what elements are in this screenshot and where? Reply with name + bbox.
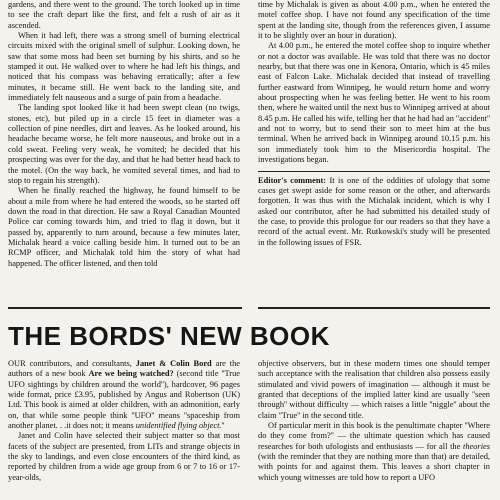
paragraph: gardens, and there went to the ground. The torch looked up in time to see the craft depart like the first, and felt a rush of air as it ascended. <box>8 0 240 30</box>
paragraph: At 4.00 p.m., he entered the motel coffee shop to inquire whether or not a doctor was available. He was told that there was no doctor nearby, but that there was one in Kenora, Ontario, which is 45 miles east of Falcon Lake. Michalak decided that instead of travelling further eastward from Winnipeg, he would return home and worry about prospecting when he was feeling better. He went to his room then, where he waited until the next bus to Winnipeg arrived at about 8.45 p.m. He called his wife, telling her that he had had an ''accident'' and not to worry, but to send their son to meet him at the bus terminal. When he arrived back in Winnipeg around 10.15 p.m. his son immediately took him to the Misericordia hospital. The investigations began. <box>258 41 490 165</box>
text-run: '' <box>221 421 225 431</box>
divider <box>258 171 490 172</box>
text-run: Of particular merit in this book is the penultimate chapter ''Where do they come from?'' — the ultimate question which has caused researches for both ufologists and enthusiasts — for all the <box>258 421 490 451</box>
book-title: Are we being watched? <box>88 369 174 379</box>
text-run: (with the reminder that they are nothing more than that) are detailed, with points for and against them. This leaves a short chapter in which young witnesses are told how to report a UFO <box>258 452 490 482</box>
section-divider-left <box>8 307 242 309</box>
paragraph <box>258 421 490 483</box>
paragraph: The landing spot looked like it had been swept clean (no twigs, stones, etc), but piled up in a circle 15 feet in diameter was a collection of pine needles, dirt and leaves. As he looked around, his headache became worse, he felt more nauseous, and broke out in a cold sweat. Feeling very weak, he vomited; he decided that his prospecting was over for the day, and that he had better head back to the motel. (On the way back, he vomited several times, and had to stop to regain his strength). <box>8 103 240 185</box>
article-column-right-bottom <box>258 359 490 483</box>
paragraph: When it had left, there was a strong smell of burning electrical circuits mixed with the original smell of sulphur. Looking down, he saw that some moss had been set burning by his shirts, and so he stamped it out. He walked over to where he had left his things, and noticed that his compass was behaving erratically; after a few minutes, it became still. He went back to the landing site, and immediately felt nauseous and a surge of pain from a headache. <box>8 31 240 103</box>
paragraph: When he finally reached the highway, he found himself to be about a mile from where he had entered the woods, so he started off down the road in that direction. He saw a Royal Canadian Mounted Police car coming towards him, and tried to flag it down, but it passed by, apparently to turn around, because a few minutes later, Michalak heard a voice calling beside him. It turned out to be an RCMP officer, and Michalak told him the story of what had happened. The officer listened, and then told <box>8 186 240 268</box>
editor-comment-label: Editor's comment: <box>258 175 327 185</box>
text-run-italic: theories <box>463 441 490 451</box>
article-column-right-top <box>258 0 490 248</box>
section-headline: THE BORDS' NEW BOOK <box>8 321 330 351</box>
article-column-left-bottom <box>8 359 240 483</box>
author-names: Janet & Colin Bord <box>135 359 212 368</box>
text-run: are the authors of a new book <box>8 359 240 379</box>
editor-comment <box>258 176 490 248</box>
paragraph: objective observers, but in these modern times one should temper such acceptance with the realisation that children also possess easily stimulated and vivid powers of imagination — although it must be granted that deceptions of the implied latter kind are usually ''seen through'' without difficulty — which raises a little ''niggle'' about the claim ''True'' in the second title. <box>258 359 490 420</box>
paragraph: Janet and Colin have selected their subject matter so that most facets of the subject are presented, from LITs and strange objects in the sky to landings, and even close encounters of the third kind, as reported by children from a wide age group from 6 or 7 to 16 or 17-year-olds, <box>8 431 240 482</box>
paragraph <box>8 359 240 431</box>
article-column-left-top <box>8 0 240 269</box>
editor-comment-text: It is one of the oddities of ufology that some cases get swept aside for some reason or the other, and afterwards forgotten. It was thus with the Michalak incident, which is why I asked our contributor, after he had submitted his detailed study of the case, to provide this prologue for our readers so that they have a record of the actual event. Mr. Rutkowski's study will be presented in the following issues of FSR. <box>258 175 490 247</box>
text-run: (second title ''True UFO sightings by children around the world''), hardcover, 96 pages wide format, price £3.95, published by Angus and Robertson (UK) Ltd. This book is aimed at older children, with an admonition, early on, that while some people think ''UFO'' means ''spaceship from another planet. . .it does not; it means <box>8 369 241 431</box>
paragraph: time by Michalak is given as about 4.00 p.m., when he entered the motel coffee shop. I have not found any specification of the time spent at the landing site, though from the references given, I assume it to be slightly over an hour in duration). <box>258 0 490 41</box>
section-divider-right <box>258 307 490 309</box>
text-run-italic: unidentified flying object. <box>135 421 222 431</box>
text-run: OUR contributors, and consultants, <box>8 359 136 368</box>
